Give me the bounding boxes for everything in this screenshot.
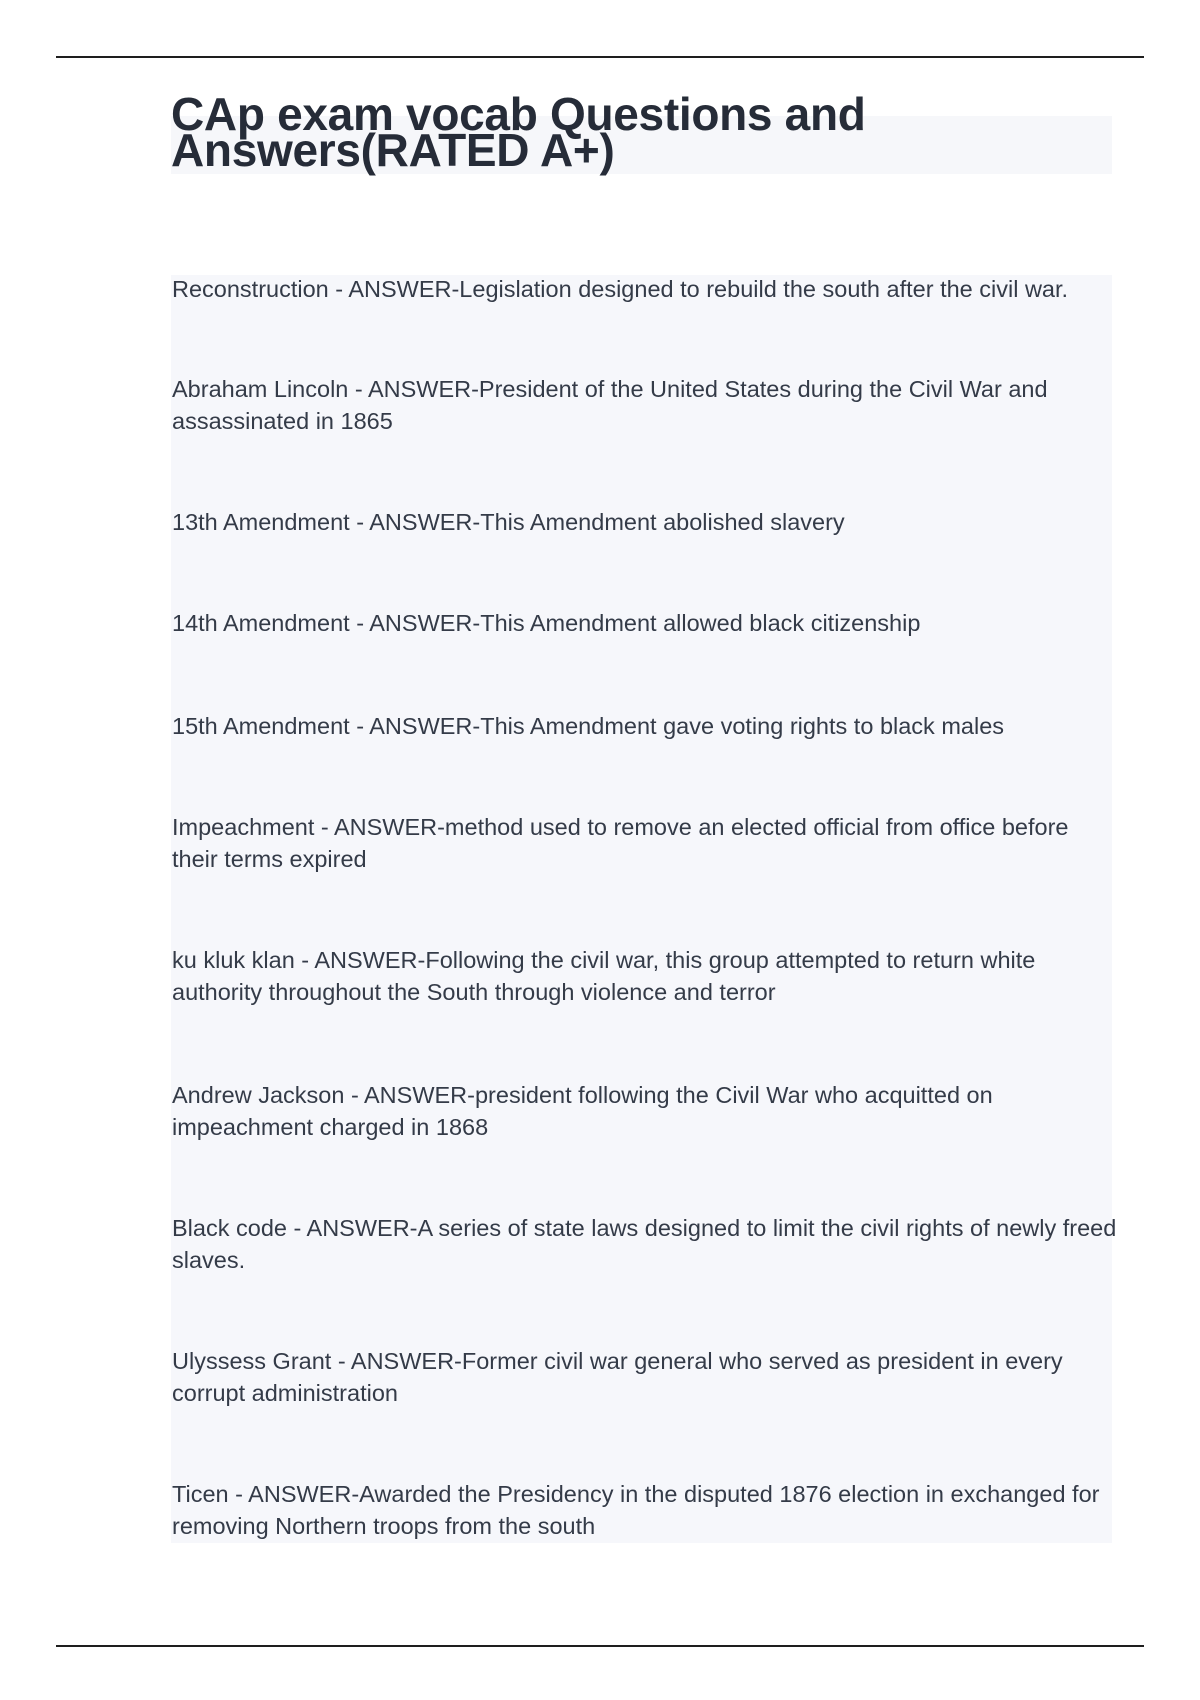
qa-item-ku-kluk-klan: ku kluk klan - ANSWER-Following the civil war, this group attempted to return white authority throughout the South through violence and terror <box>172 947 1036 1005</box>
qa-item-reconstruction: Reconstruction - ANSWER-Legislation designed to rebuild the south after the civil war. <box>172 276 1069 302</box>
qa-item-impeachment: Impeachment - ANSWER-method used to remove an elected official from office before their terms expired <box>172 814 1069 872</box>
qa-item-15th-amendment: 15th Amendment - ANSWER-This Amendment gave voting rights to black males <box>172 713 1005 739</box>
qa-item-13th-amendment: 13th Amendment - ANSWER-This Amendment abolished slavery <box>172 509 845 535</box>
bottom-rule <box>56 1645 1144 1647</box>
qa-item-14th-amendment: 14th Amendment - ANSWER-This Amendment allowed black citizenship <box>172 610 921 636</box>
qa-item-andrew-jackson: Andrew Jackson - ANSWER-president following the Civil War who acquitted on impeachment charged in 1868 <box>172 1082 993 1140</box>
qa-item-ticen: Ticen - ANSWER-Awarded the Presidency in the disputed 1876 election in exchanged for removing Northern troops from the south <box>172 1481 1100 1539</box>
qa-item-black-code: Black code - ANSWER-A series of state laws designed to limit the civil rights of newly freed slaves. <box>172 1215 1117 1273</box>
qa-item-ulyssess-grant: Ulyssess Grant - ANSWER-Former civil war general who served as president in every corrupt administration <box>172 1348 1063 1406</box>
page-title: CAp exam vocab Questions and Answers(RATED A+) <box>171 88 866 176</box>
qa-item-abraham-lincoln: Abraham Lincoln - ANSWER-President of the United States during the Civil War and assassinated in 1865 <box>172 376 1048 434</box>
top-rule <box>56 56 1144 58</box>
